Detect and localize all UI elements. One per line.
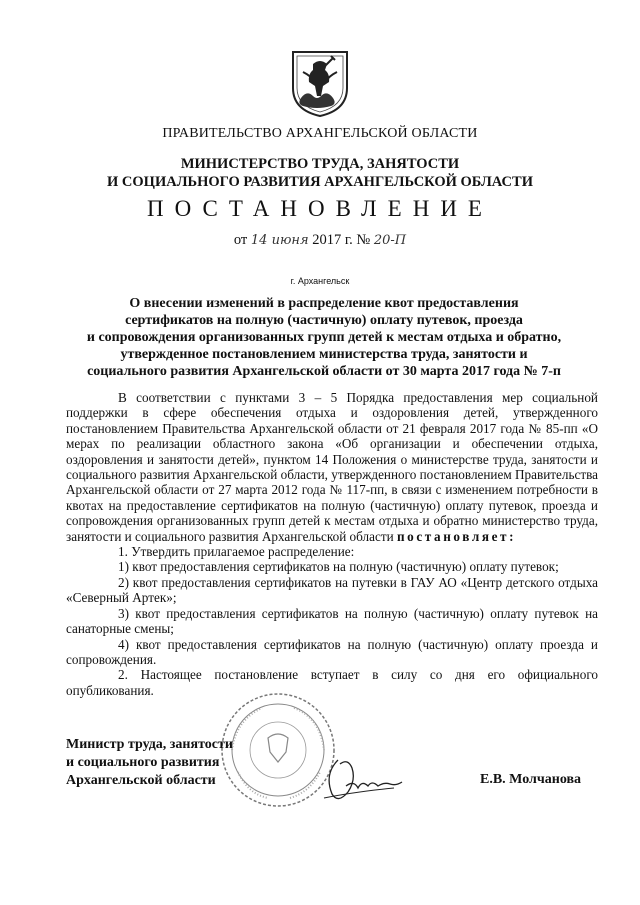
signatory-name: Е.В. Молчанова — [480, 772, 582, 787]
body-item: 4) квот предоставления сертификатов на полную (частичную) оплату проезда и сопровождения. — [66, 636, 598, 667]
handwritten-number: 20-П — [373, 233, 407, 248]
document-type: ПОСТАНОВЛЕНИЕ — [147, 196, 493, 221]
decrees-word: постановляет: — [396, 528, 517, 544]
preamble-text: В соответствии с пунктами 3 – 5 Порядка предоставления мер социальной поддержки в сфере обеспечения отдыха и оздоровления детей, утвержденного постановлением Правительства Архангельской области от 21 февраля 2017 года № 85-пп «О мерах по реализации областного закона «Об организации и обеспечении отдыха, оздоровления и занятости детей», пунктом 14 Положения о министерстве труда, занятости и социального развития Архангельской области, утвержденного постановлением Правительства Архангельской области от 27 марта 2012 года № 117-пп, в связи с изменением потребности в квотах на предоставление сертификатов на полную (частичную) оплату путевок, проезда и сопровождения организованных групп детей к местам отдыха и обратно министерство труда, занятости и социального развития Архангельской области — [66, 390, 598, 544]
title-line: и сопровождения организованных групп детей к местам отдыха и обратно, — [86, 330, 562, 345]
city: г. Архангельск — [290, 276, 350, 286]
body-item: 1. Утвердить прилагаемое распределение: — [118, 544, 355, 560]
title-line: О внесении изменений в распределение квот предоставления — [129, 296, 519, 311]
coat-of-arms-emblem — [283, 48, 357, 118]
ministry-line-1: МИНИСТЕРСТВО ТРУДА, ЗАНЯТОСТИ — [180, 156, 460, 172]
body-item: 2. Настоящее постановление вступает в силу со дня его официального опубликования. — [66, 667, 598, 698]
document-body — [66, 390, 598, 698]
title-line: утвержденное постановлением министерства труда, занятости и — [120, 347, 528, 362]
position-line-1: Министр труда, занятости — [66, 737, 233, 752]
body-item: 3) квот предоставления сертификатов на полную (частичную) оплату путевок на санаторные смены; — [66, 605, 598, 637]
document-title — [40, 295, 608, 380]
ministry-line-2: И СОЦИАЛЬНОГО РАЗВИТИЯ АРХАНГЕЛЬСКОЙ ОБЛАСТИ — [107, 174, 533, 190]
position-line-3: Архангельской области — [66, 773, 216, 788]
body-item: 1) квот предоставления сертификатов на полную (частичную) оплату путевок; — [118, 559, 559, 575]
title-line: сертификатов на полную (частичную) оплату путевок, проезда — [125, 313, 523, 328]
date-line — [0, 232, 640, 249]
position-line-2: и социального развития — [66, 755, 220, 770]
preamble-paragraph — [66, 390, 598, 544]
handwritten-signature — [316, 752, 406, 812]
ministry-name — [0, 155, 640, 191]
handwritten-date: 14 июня — [250, 233, 309, 248]
body-item: 2) квот предоставления сертификатов на путевки в ГАУ АО «Центр детского отдыха «Северный Артек»; — [66, 574, 598, 606]
date-year: 2017 г. № — [312, 232, 371, 248]
date-prefix: от — [233, 232, 248, 248]
title-line: социального развития Архангельской области от 30 марта 2017 года № 7-п — [87, 364, 561, 379]
government-name: ПРАВИТЕЛЬСТВО АРХАНГЕЛЬСКОЙ ОБЛАСТИ — [162, 126, 478, 141]
signatory-position — [66, 736, 233, 790]
